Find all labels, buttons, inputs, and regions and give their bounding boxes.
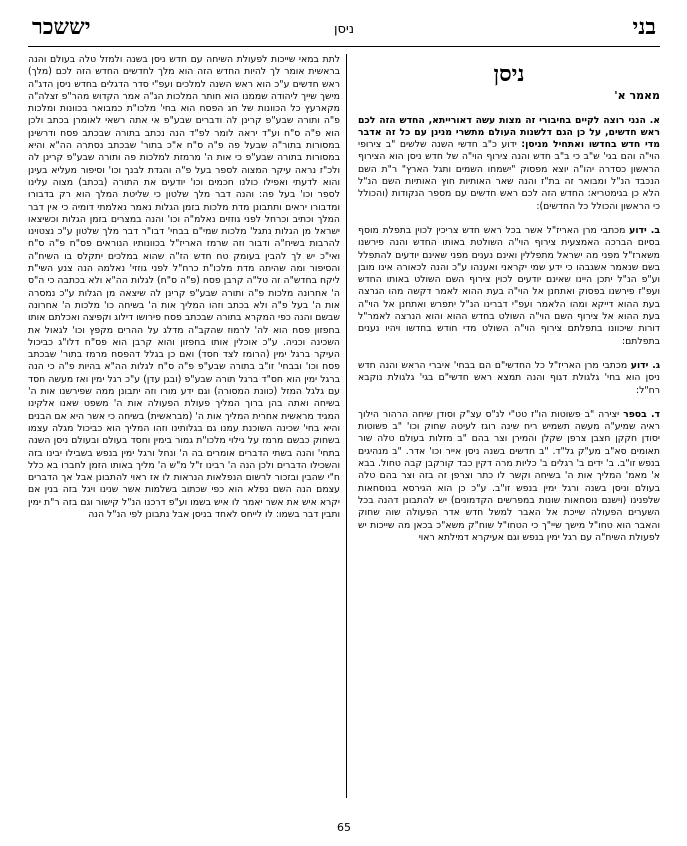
- paragraph-4-text: יצירה "ב פשוטות הו"ז טט"י לנ"ס עצ"ק וסודן שיחה הרהור הילוך ראיה שמיע"ה מעשה תשמיש ריח שינה רוגז לעיטה שחוק וכו' "ב פשוטות יסודן חקקן חצבן צרפן שקלן והמירן וצר בהם "ב מזלות בעולם טלה שור תאומים סא"ב מע"ק גל"ד. "ב חדשים בשנה ניסן אייר וכו' אדר. "ב מנהיגים בנפש זו"ב. ב' ידים ב' רגלים ב' כליות מרה דקין כבד קורקבן קבה טחול. בבא א' מאמ' המליך אות ה' בשיחה וקשר לו כתר וצרפן זה בזה וצר בהם טלה בעולם וניסן בשנה ורגל ימין בנפש זו"ב. ע"כ כן הוא הגירסא בנוסחאות שלפנינו (וישנם נוסחאות שונות במפרשים הקדמונים) יש להתבונן דהנה בכל השערים הפעולה שייכת אל האבר למשל חדש אדר הפעולה שוה שחוק והאבר הוא טחו"ל מישך שיי"ך כי הטחו"ל שוח"ק משא"כ בכאן מה שייכות יש לפעולת השיח"ה עם רגל ימין בנפש וגם אעיקרא דמילתא ראוי: [358, 408, 660, 543]
- header-chapter-name: ניסן: [333, 22, 355, 37]
- section-heading: מאמר א': [614, 89, 660, 103]
- paragraph-3-text: מכתבי מרן האריז"ל כל החדשי"ם הם בבחי' איברי הראש והנה חדש ניסן הוא בחי' גלגולת דגוף והנה תמצא ראש חדשי"ם בגי' גלגולת נוקבא רח"ל:: [358, 359, 660, 396]
- paragraph-4: [358, 409, 660, 544]
- left-column-text: לתת במאי שייכות לפעולת השיחה עם חדש ניסן בשנה ולמזל טלה בעולם והנה בראשית אומר לך להיות החדש הזה הוא מלך לחדשים החדש הזה לכם (מלך) ראש חדשים ע"כ הוא ראש השנה למלכים ועפ"י סדר הדגלים בחדש ניסן הדג"ה מישך שייך ליהודה שממנו הוא חותר המלכות הג"ה אמר הקדוש מהר"פ זצלה"ה מקארעץ כל הכוונות של חג הפסח הוא בחי' מלכו"ת כמבואר בכוונות ומלכות פ"ה ותורה שבע"פ קרינן לה ודברים שבע"פ אי אתה רשאי לאומרן בכתב ולכן הוא פ"ה ס"ח וע"ד יראה לומר לפ"ד הנה נכתב בתורה שבכתב פסח ודרשינן במסורות בתור"ה שבעל פה פ"ה ס"ח א"כ בתור' שבכתב נסתרה הה"א והיא במסורות בתורה שבע"פ כי אות ה' מרמזת למלכות פה ותורה שבע"פ קרינן לה ולכ"ז נראה עיקר המצוה לספר בעל פ"ה והגדת לבנך וכו' וסיפור מעליא בעינן והוא לדעתי ואפילו כולנו חכמים וכו' יודעים את התורה (בכתב) מצוה עלינו לספר וכו' בעל פה: והנה דבר מלך שלטון כי שליטת המלך הוא רק בדבורו ומדבורו יראים ותתבונן מדת מלכות בזמן הגלות נאמר נאלמתי דומיה כי אין דבר המלך וכתיב וכרחל לפני גוזזים נאלמ"ה וכו' והנה במצרים בזמן הגלות וכשיצאו ישראל מן הגלות נתגל' מלכות שמי"ם בבחי' דבו"ר דבר מלך שלטון ע"כ נצטוינו להרבות בשיח"ה ודבור וזה שרמז האריז"ל בכוונותיו הנוראים פס"ח פ"ה ס"ח ואי"כ יש לך להבין בעומק טח חדש הז"ה שהוא במלכים יתקלס בו השיח"ה והסיפור ומה שהיתה מדת מלכו"ת כרח"ל לפני גוזזי' נאלמה הנה צנע השי"ת ליקח בחדש"ה זה טל"ה קרבן פסח (פ"ה ס"ח) לגלות הה"א ולא בכתבה כי ה"ס ה' אחרונה מלכות פ"ה ותורה שבע"פ קרינן לה שיצאה מן הגלות ע"כ נמסרה אות ה' בעל פ"ה ולא בכתב וזהו המליך אות ה' בשיחה כו' מלכות ה' אחרונה שבשם והנה כפי המקרא בתורה שבכתב פסח פירושו דילוג וקפיצה ואכלתם אותו בחפזון פסח הוא לה' לרמוז שהקב"ה מדלג על ההרים מקפץ וכו' לגאול את השכינה וכניה. ע"כ אוכלין אותו בחפזון והוא קרבן הוא פס"ח דלו"ג כביכול העיקר ברגל ימין (הרומז לצד חסד) ואם כן בגלל דהפסח מרמז בתור' שבכתב פסח וכו' ובבחי' זו"ב בתורה שבע"פ פ"ה ס"ח לגלות הה"א בהיות פ"ה כי הנה ברגל ימין הוא חס"ד ברגל תורה שבע"פ (ובגן עדן) ע"כ רגל ימין ואז מעשה חסד עם גלגל המזל (כוונת המסורה) וגם ידע מורו וזה יתבונן ממה שפירשנו אות ה' בשיחה ואתה בהן ברוך המליך פעולת הפעולה אות ה' משפט שאנו אלקינו המגיד מראשית אחרית המליך אות ה' (מבראשית) בשיחה כי אשר היא אם הבנים והיא בחי' שכינה השוכנת עמנו גם בגלותינו וזהו המליך הוא כביכול מגלה עצמו בשחוק כבשם מרמז על גילוי מלכו"ת גמור בימין וחסד בעולם ובעולם ניסן השנה בתחי' והנה בשתי הדברים אומרים בה ה' ונחל ורגל ימין בנפש בשבילו יבינו בזה והשכילו הדברים ולכן הנה ה' רבינו ז"ל מ"ש ה' מליך באותו הזמן לחברו בא כלל ח"י שהבין ובזכור לרשום הנפלאות הנראות לו אז ראוי להתבונן אבל אך הדברים עצמם הנה השם נפלא הוא כפי שכתוב בשלמות אשר שנינו ויגל בזה בנין אם יקרא איש את אשר יאמר לו איש בשמו וע"פ דרכנו הנ"ל קישור וגם בזה ר"ת ימין ותבין דבר בשמו: לו לייחס לאחד בניסן אבל נתבונן לפי הנ"ל הנה: [28, 54, 340, 520]
- header-rule: [28, 46, 660, 47]
- running-header: [28, 12, 660, 46]
- left-column: [28, 54, 340, 798]
- paragraph-2: [358, 225, 660, 348]
- paragraph-3-lead: ג. ידוע: [630, 359, 660, 371]
- right-column: [358, 54, 660, 798]
- paragraph-4-lead: ד. בספר: [623, 408, 660, 420]
- page: [28, 12, 660, 834]
- paragraph-1-text: ידוע כ"ב חדשי השנה שלשים "ב צירופי הוי"ה והם בגי' ש"ב כי ב"ב חדש והנה צירוף הוי"ה של חדש ניסן הוא הצירוף הראשון כסדרה יהו"ה יוצא מפסוק "ישמחו השמים ותגל הארץ" ר"ת השם הנכבד הנ"ל ומבואר זה בת"ז והנה שאר האותיות חוץ האותיות השם הנ"ל הלא כן בגימטריא: החדש הזה לכם ראש חדשים עם מספר הנקודות (והכולל כי הראשון והכולל כל החדשים):: [358, 139, 660, 212]
- paragraph-2-text: מכתבי מרן האריז"ל אשר בכל ראש חדש צריכין לכוין בתפלת מוסף בסיום הברכה האמצעית צירוף הוי"ה השולטת באותו החדש והנה פירשנו משארז"ל מפני מה ישראל מתפללין ואינם נענים מפני שאינם יודעים להתפלל בשם שנאמר אשגבהו כי ידע שמי יקראני ואענהו ע"כ והנה לכאורה אינו מובן וע"פ הנ"ל יתכן היינו שאינם יודעים לכוין צירוף השם השולט באותו החדש ועפ"ז פירשנו בפסוק ואתחנן אל הוי"ה בעת ההוא לאמר דקשה מהו הגרצה בעת ההוא דייקא ומהו הלאמר ועפ"י דברינו הנ"ל יתפרש ואתחנן אל הוי"ה בעת ההוא אל צירוף השם הוי"ה השולט בחדש ההוא והוא הנרצה לאמר"ל דורות שיכוונו בתפלתם צירוף הוי"ה השולט מדי חודש בחדשו ויהיו נענים בתפלתם:: [358, 224, 660, 347]
- paragraph-3: [358, 360, 660, 397]
- header-book-title-2: יששכר: [32, 14, 91, 40]
- chapter-title: ניסן: [493, 61, 525, 87]
- paragraph-1-lead: א. הנני רוצה לקיים בחיבורי זה מצות עשה דאורייתא, החדש הזה לכם ראש חדשים, על כן הגם דלשנות העולם מתשרי מנינן עם כל זה אדבר מדי חדש בחדשו ואתחיל מניסן:: [358, 114, 660, 151]
- paragraph-1: [358, 115, 660, 213]
- column-divider: [346, 54, 347, 798]
- header-book-title: בני: [632, 14, 656, 40]
- page-number: 65: [337, 821, 351, 834]
- paragraph-2-lead: ב. ידוע: [629, 224, 660, 236]
